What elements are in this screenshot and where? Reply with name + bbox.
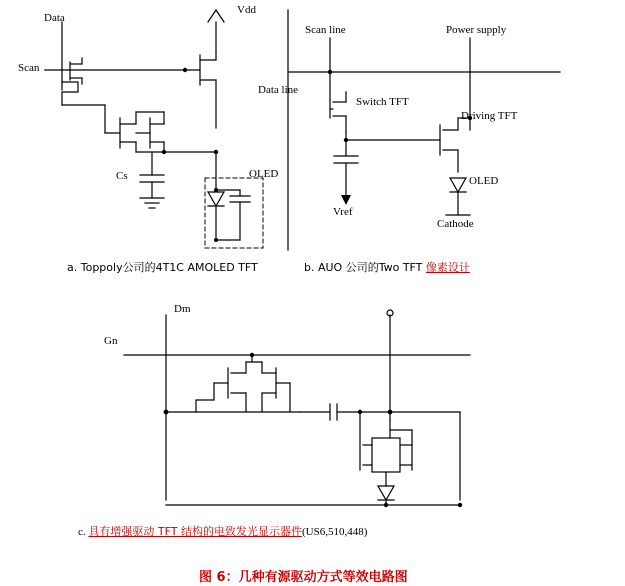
caption-panel-c-highlight: 具有增强驱动 TFT 结构的电致发光显示器件 [88,525,302,538]
caption-panel-c-prefix: c. [78,526,89,538]
caption-panel-c [78,523,367,539]
label-vdd: Vdd [237,4,256,16]
label-switch-tft: Switch TFT [356,96,409,108]
label-cs: Cs [116,170,128,182]
caption-panel-b-text: b. AUO 公司的Two TFT [304,261,426,274]
caption-panel-b-highlight: 像素设计 [425,261,470,274]
caption-panel-a-text: a. Toppoly公司的4T1C AMOLED TFT [67,261,258,274]
label-cathode: Cathode [437,218,474,230]
label-data: Data [44,12,65,24]
caption-panel-a [67,259,258,275]
label-scan: Scan [18,62,40,74]
label-gn: Gn [104,335,118,347]
figure-title: 图 6：几种有源驱动方式等效电路图 [199,570,408,585]
label-oled-a: OLED [249,168,279,180]
label-driving-tft: Driving TFT [461,110,518,122]
label-vref: Vref [333,206,353,218]
label-scan-line: Scan line [305,24,346,36]
label-data-line: Data line [258,84,299,96]
caption-panel-b [304,259,470,275]
label-power-supply: Power supply [446,24,507,36]
label-dm: Dm [174,303,191,315]
caption-panel-c-suffix: (US6,510,448) [301,526,368,538]
label-oled-b: OLED [469,175,499,187]
